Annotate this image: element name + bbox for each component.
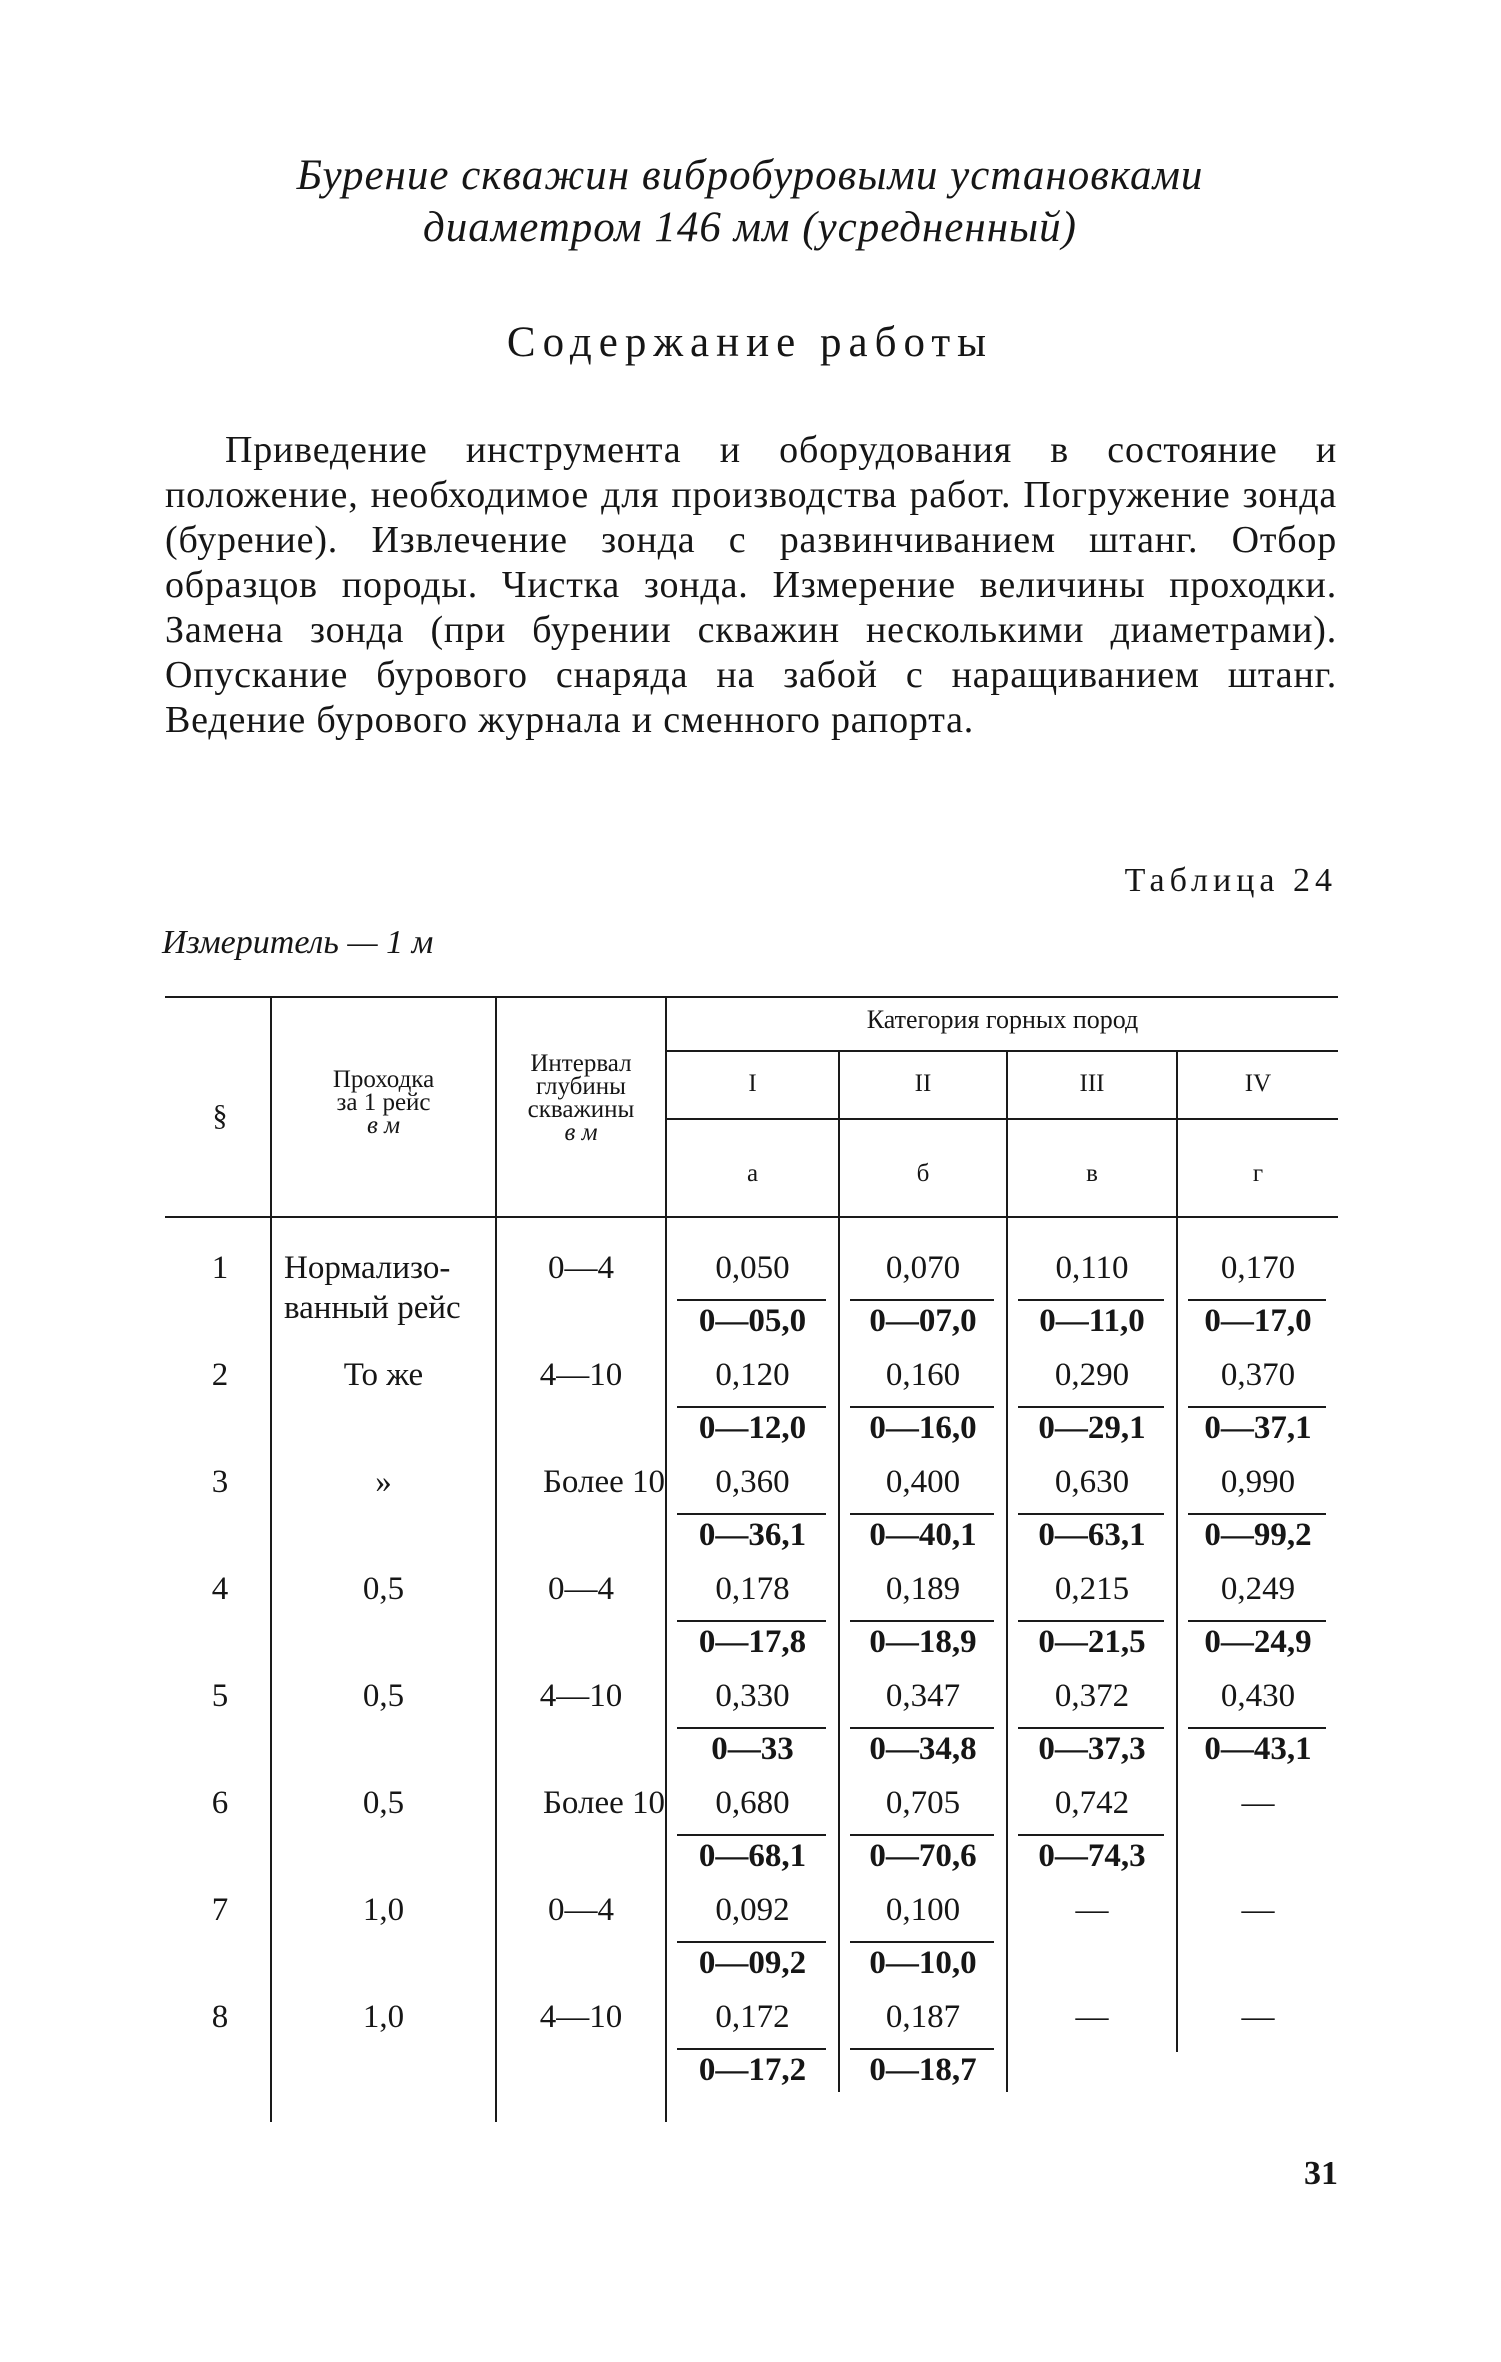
work-description: Приведение инструмента и оборудования в состояние и положение, необходимое для производства работ. Погружение зонда (бурение). Извлечение зонда с развинчиванием штанг. Отбор образцов породы. Чистка зонда. Измерение величины проходки. Замена зонда (при бурении скважин несколькими диаметрами). Опускание бурового снаряда на забой с наращиванием штанг. Ведение бурового журнала и сменного рапорта. bbox=[165, 429, 1337, 741]
fraction-bar bbox=[677, 1406, 826, 1408]
no-value-dash: — bbox=[1075, 1892, 1109, 1928]
norm-time-cat-IV: 0,370 bbox=[1220, 1357, 1296, 1393]
norm-time-cat-II: 0,347 bbox=[885, 1678, 961, 1714]
norm-cost-cat-IV: 0—43,1 bbox=[1204, 1731, 1312, 1767]
fraction-bar bbox=[677, 1620, 826, 1622]
row-number: 1 bbox=[211, 1250, 229, 1286]
fraction-bar bbox=[1018, 1727, 1164, 1729]
row-depth-interval: Более 10 bbox=[542, 1785, 665, 1821]
fraction-bar bbox=[1018, 1406, 1164, 1408]
category-rule bbox=[665, 1050, 1338, 1052]
header-cat-I: I bbox=[748, 1070, 757, 1097]
header-category-group: Категория горных пород bbox=[866, 1005, 1139, 1034]
norm-time-cat-II: 0,705 bbox=[885, 1785, 961, 1821]
header-sub-b: б bbox=[916, 1160, 930, 1187]
no-value-dash: — bbox=[1241, 1785, 1275, 1821]
row-number: 7 bbox=[211, 1892, 229, 1928]
fraction-bar bbox=[677, 1834, 826, 1836]
norm-time-cat-II: 0,070 bbox=[885, 1250, 961, 1286]
no-value-dash: — bbox=[1075, 1999, 1109, 2035]
row-run-length: 1,0 bbox=[362, 1892, 405, 1928]
col-divider-2 bbox=[495, 998, 497, 2122]
fraction-bar bbox=[1188, 1299, 1326, 1301]
header-run-line2: за 1 рейс bbox=[336, 1089, 431, 1116]
norm-time-cat-III: 0,372 bbox=[1054, 1678, 1130, 1714]
header-cat-II: II bbox=[914, 1070, 932, 1097]
fraction-bar bbox=[1018, 1620, 1164, 1622]
row-run-length-cont: ванный рейс bbox=[284, 1290, 461, 1326]
page-number: 31 bbox=[1304, 2155, 1338, 2192]
row-run-length: 0,5 bbox=[362, 1785, 405, 1821]
norm-time-cat-IV: 0,990 bbox=[1220, 1464, 1296, 1500]
header-section: § bbox=[212, 1099, 228, 1132]
norm-time-cat-I: 0,050 bbox=[715, 1250, 790, 1286]
norm-time-cat-I: 0,330 bbox=[715, 1678, 790, 1714]
row-depth-interval: 4—10 bbox=[539, 1357, 623, 1393]
row-depth-interval: 4—10 bbox=[539, 1999, 623, 2035]
norm-time-cat-I: 0,360 bbox=[715, 1464, 790, 1500]
header-bottom-rule bbox=[165, 1216, 1338, 1218]
fraction-bar bbox=[850, 1406, 994, 1408]
row-number: 4 bbox=[211, 1571, 229, 1607]
row-depth-interval: 0—4 bbox=[548, 1250, 614, 1286]
norm-cost-cat-I: 0—36,1 bbox=[698, 1517, 807, 1553]
row-number: 8 bbox=[211, 1999, 229, 2035]
header-sub-v: в bbox=[1086, 1160, 1098, 1187]
row-number: 6 bbox=[211, 1785, 229, 1821]
norm-cost-cat-IV: 0—17,0 bbox=[1204, 1303, 1312, 1339]
norm-time-cat-I: 0,120 bbox=[715, 1357, 790, 1393]
fraction-bar bbox=[1188, 1620, 1326, 1622]
fraction-bar bbox=[1018, 1834, 1164, 1836]
norm-time-cat-III: 0,630 bbox=[1054, 1464, 1130, 1500]
measure-unit: Измеритель — 1 м bbox=[162, 924, 434, 961]
row-depth-interval: 4—10 bbox=[539, 1678, 623, 1714]
header-run bbox=[272, 1068, 495, 1137]
fraction-bar bbox=[1188, 1513, 1326, 1515]
row-number: 2 bbox=[211, 1357, 229, 1393]
norm-time-cat-II: 0,187 bbox=[885, 1999, 961, 2035]
fraction-bar bbox=[677, 1941, 826, 1943]
col-divider-3 bbox=[665, 998, 667, 2122]
fraction-bar bbox=[677, 2048, 826, 2050]
norm-cost-cat-I: 0—05,0 bbox=[698, 1303, 807, 1339]
header-cat-III: III bbox=[1079, 1070, 1105, 1097]
norm-time-cat-I: 0,092 bbox=[715, 1892, 790, 1928]
fraction-bar bbox=[850, 1834, 994, 1836]
norm-cost-cat-II: 0—16,0 bbox=[869, 1410, 977, 1446]
row-depth-interval: 0—4 bbox=[548, 1571, 614, 1607]
fraction-bar bbox=[1018, 1513, 1164, 1515]
fraction-bar bbox=[677, 1299, 826, 1301]
fraction-bar bbox=[850, 1299, 994, 1301]
norm-time-cat-IV: 0,430 bbox=[1220, 1678, 1296, 1714]
norm-cost-cat-IV: 0—37,1 bbox=[1204, 1410, 1312, 1446]
norm-cost-cat-III: 0—11,0 bbox=[1039, 1303, 1145, 1339]
norm-cost-cat-II: 0—70,6 bbox=[869, 1838, 977, 1874]
row-run-length: » bbox=[375, 1464, 392, 1500]
norm-time-cat-I: 0,178 bbox=[715, 1571, 790, 1607]
no-value-dash: — bbox=[1241, 1999, 1275, 2035]
roman-rule bbox=[665, 1118, 1338, 1120]
fraction-bar bbox=[850, 2048, 994, 2050]
header-run-line1: Проходка bbox=[332, 1066, 435, 1093]
table-label: Таблица 24 bbox=[1124, 862, 1337, 899]
norm-cost-cat-III: 0—29,1 bbox=[1038, 1410, 1146, 1446]
col-divider-5 bbox=[1006, 1052, 1008, 2092]
norm-time-cat-II: 0,100 bbox=[885, 1892, 961, 1928]
norm-cost-cat-I: 0—17,2 bbox=[698, 2052, 807, 2088]
norm-time-cat-I: 0,680 bbox=[715, 1785, 790, 1821]
norm-cost-cat-I: 0—12,0 bbox=[698, 1410, 807, 1446]
norm-cost-cat-III: 0—37,3 bbox=[1038, 1731, 1146, 1767]
norm-cost-cat-III: 0—21,5 bbox=[1038, 1624, 1146, 1660]
norm-cost-cat-III: 0—74,3 bbox=[1038, 1838, 1146, 1874]
row-depth-interval: 0—4 bbox=[548, 1892, 614, 1928]
header-depth-line4: в м bbox=[564, 1119, 598, 1146]
fraction-bar bbox=[677, 1513, 826, 1515]
row-run-length: То же bbox=[343, 1357, 424, 1393]
fraction-bar bbox=[850, 1941, 994, 1943]
title-line-2: диаметром 146 мм (усредненный) bbox=[423, 204, 1077, 251]
col-divider-4 bbox=[838, 1052, 840, 2092]
header-sub-a: а bbox=[746, 1160, 759, 1187]
no-value-dash: — bbox=[1241, 1892, 1275, 1928]
norm-cost-cat-II: 0—18,9 bbox=[869, 1624, 977, 1660]
norm-time-cat-II: 0,189 bbox=[885, 1571, 961, 1607]
row-run-length: 0,5 bbox=[362, 1678, 405, 1714]
norm-time-cat-III: 0,110 bbox=[1055, 1250, 1129, 1286]
row-run-length: 1,0 bbox=[362, 1999, 405, 2035]
norm-cost-cat-II: 0—40,1 bbox=[869, 1517, 977, 1553]
title-line-1: Бурение скважин вибробуровыми установками bbox=[296, 152, 1204, 199]
fraction-bar bbox=[850, 1727, 994, 1729]
norm-time-cat-II: 0,160 bbox=[885, 1357, 961, 1393]
fraction-bar bbox=[677, 1727, 826, 1729]
norm-cost-cat-II: 0—18,7 bbox=[869, 2052, 977, 2088]
header-depth bbox=[497, 1052, 665, 1144]
norm-cost-cat-I: 0—68,1 bbox=[698, 1838, 807, 1874]
norm-time-cat-IV: 0,249 bbox=[1220, 1571, 1296, 1607]
col-divider-6 bbox=[1176, 1052, 1178, 2052]
norm-cost-cat-II: 0—10,0 bbox=[869, 1945, 977, 1981]
header-depth-line3: скважины bbox=[527, 1096, 635, 1123]
fraction-bar bbox=[1018, 1299, 1164, 1301]
norm-time-cat-IV: 0,170 bbox=[1220, 1250, 1296, 1286]
row-number: 5 bbox=[211, 1678, 229, 1714]
norm-time-cat-III: 0,290 bbox=[1054, 1357, 1130, 1393]
row-run-length: 0,5 bbox=[362, 1571, 405, 1607]
fraction-bar bbox=[1188, 1406, 1326, 1408]
header-depth-line1: Интервал bbox=[530, 1050, 632, 1077]
fraction-bar bbox=[850, 1620, 994, 1622]
fraction-bar bbox=[1188, 1727, 1326, 1729]
section-subtitle: Содержание работы bbox=[506, 319, 994, 366]
table-top-rule bbox=[165, 996, 1338, 998]
fraction-bar bbox=[850, 1513, 994, 1515]
header-sub-g: г bbox=[1252, 1160, 1264, 1187]
norm-time-cat-II: 0,400 bbox=[885, 1464, 961, 1500]
norm-cost-cat-II: 0—07,0 bbox=[869, 1303, 977, 1339]
norm-cost-cat-IV: 0—99,2 bbox=[1204, 1517, 1312, 1553]
norm-time-cat-I: 0,172 bbox=[715, 1999, 790, 2035]
col-divider-1 bbox=[270, 998, 272, 2122]
norm-cost-cat-III: 0—63,1 bbox=[1038, 1517, 1146, 1553]
document-title bbox=[150, 150, 1350, 254]
row-number: 3 bbox=[211, 1464, 229, 1500]
header-run-line3: в м bbox=[366, 1112, 401, 1139]
header-cat-IV: IV bbox=[1244, 1070, 1272, 1097]
row-depth-interval: Более 10 bbox=[542, 1464, 665, 1500]
norm-cost-cat-IV: 0—24,9 bbox=[1204, 1624, 1312, 1660]
norm-time-cat-III: 0,215 bbox=[1054, 1571, 1130, 1607]
norm-cost-cat-I: 0—17,8 bbox=[698, 1624, 807, 1660]
norm-cost-cat-I: 0—33 bbox=[711, 1731, 794, 1767]
norm-cost-cat-I: 0—09,2 bbox=[698, 1945, 807, 1981]
header-depth-line2: глубины bbox=[536, 1073, 626, 1100]
norm-cost-cat-II: 0—34,8 bbox=[869, 1731, 977, 1767]
norm-time-cat-III: 0,742 bbox=[1054, 1785, 1130, 1821]
row-run-length: Нормализо- bbox=[284, 1250, 451, 1286]
